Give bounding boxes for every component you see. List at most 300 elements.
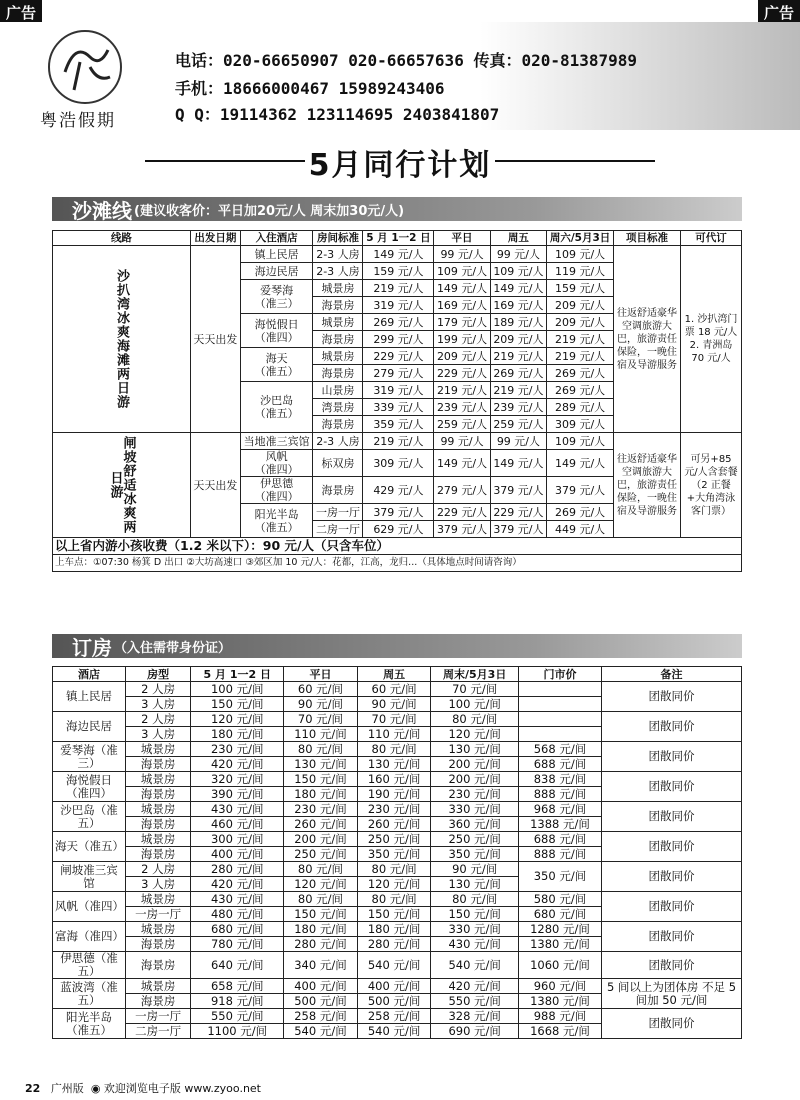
table-cell: 480 元/间 (191, 907, 284, 922)
table-cell: 229 元/人 (363, 348, 434, 365)
table-cell: 149 元/人 (434, 450, 490, 477)
table-cell: 629 元/人 (363, 521, 434, 538)
hotel-name: 闸坡准三宾馆 (53, 862, 126, 892)
table-cell: 279 元/人 (363, 365, 434, 382)
table-cell: 99 元/人 (490, 246, 546, 263)
table-header: 门市价 (518, 667, 601, 682)
table-cell: 229 元/人 (490, 504, 546, 521)
table-cell: 80 元/间 (357, 742, 431, 757)
table-cell: 城景房 (313, 280, 363, 297)
table-cell: 390 元/间 (191, 787, 284, 802)
table-cell: 330 元/间 (431, 802, 519, 817)
table-cell: 269 元/人 (490, 365, 546, 382)
table-cell: 90 元/间 (284, 697, 358, 712)
table-cell: 海景房 (126, 952, 191, 979)
retail-price: 568 元/间 (518, 742, 601, 757)
table-cell: 149 元/人 (490, 450, 546, 477)
table-cell: 229 元/人 (434, 365, 490, 382)
retail-price: 838 元/间 (518, 772, 601, 787)
title-rule-right (495, 160, 655, 162)
table-cell: 160 元/间 (357, 772, 431, 787)
table-cell: 320 元/间 (191, 772, 284, 787)
table-header: 周五 (357, 667, 431, 682)
table-cell: 540 元/间 (284, 1024, 358, 1039)
table-cell: 100 元/间 (191, 682, 284, 697)
table-cell: 120 元/间 (357, 877, 431, 892)
remark: 团散同价 (602, 952, 742, 979)
table-cell: 150 元/间 (191, 697, 284, 712)
table-cell: 二房一厅 (126, 1024, 191, 1039)
table-cell: 99 元/人 (490, 433, 546, 450)
remark: 团散同价 (602, 682, 742, 712)
hotel-name: 海天（准五） (53, 832, 126, 862)
remark: 团散同价 (602, 772, 742, 802)
table-cell: 300 元/间 (191, 832, 284, 847)
retail-price: 680 元/间 (518, 907, 601, 922)
table-cell: 420 元/间 (431, 979, 519, 994)
table-cell: 259 元/人 (434, 416, 490, 433)
table-cell: 80 元/间 (357, 862, 431, 877)
remark: 团散同价 (602, 892, 742, 922)
table-cell: 258 元/间 (357, 1009, 431, 1024)
table-cell: 460 元/间 (191, 817, 284, 832)
table-cell: 680 元/间 (191, 922, 284, 937)
table-cell: 209 元/人 (547, 314, 614, 331)
table-cell: 400 元/间 (284, 979, 358, 994)
table-cell: 80 元/间 (357, 892, 431, 907)
retail-price: 688 元/间 (518, 832, 601, 847)
table-cell: 149 元/人 (490, 280, 546, 297)
retail-price: 1380 元/间 (518, 994, 601, 1009)
table-cell: 330 元/间 (431, 922, 519, 937)
table-header: 周五 (490, 231, 546, 246)
remark: 团散同价 (602, 712, 742, 742)
hotel-name: 伊思德（准五） (53, 952, 126, 979)
table-cell: 209 元/人 (547, 297, 614, 314)
table-cell: 城景房 (126, 802, 191, 817)
table-cell: 289 元/人 (547, 399, 614, 416)
table-cell: 60 元/间 (357, 682, 431, 697)
zyoo-logo-icon: ◉ (90, 1082, 101, 1095)
table-cell: 260 元/间 (357, 817, 431, 832)
table-cell: 780 元/间 (191, 937, 284, 952)
table-cell: 400 元/间 (357, 979, 431, 994)
table-cell: 219 元/人 (547, 348, 614, 365)
header (0, 22, 800, 130)
table-cell: 690 元/间 (431, 1024, 519, 1039)
table-row (53, 922, 742, 937)
table-cell: 130 元/间 (431, 742, 519, 757)
table-cell: 658 元/间 (191, 979, 284, 994)
table-cell: 179 元/人 (434, 314, 490, 331)
table-header: 出发日期 (190, 231, 240, 246)
table-cell: 200 元/间 (284, 832, 358, 847)
table-cell: 429 元/人 (363, 477, 434, 504)
optional-extras: 1. 沙扒湾门票 18 元/人 2. 青洲岛 70 元/人 (681, 246, 742, 433)
booking-banner-title: 订房 (72, 635, 112, 660)
table-cell: 180 元/间 (357, 922, 431, 937)
retail-price: 888 元/间 (518, 847, 601, 862)
table-cell: 379 元/人 (434, 521, 490, 538)
title-row (0, 140, 800, 183)
table-header: 平日 (434, 231, 490, 246)
retail-price (518, 712, 601, 727)
retail-price: 960 元/间 (518, 979, 601, 994)
hotel-name: 风帆（准四） (53, 892, 126, 922)
table-cell: 540 元/间 (357, 1024, 431, 1039)
table-cell: 379 元/人 (547, 477, 614, 504)
table-cell: 400 元/间 (191, 847, 284, 862)
table-cell: 540 元/间 (431, 952, 519, 979)
table-cell: 海景房 (126, 757, 191, 772)
booking-banner-note: （入住需带身份证） (114, 640, 232, 656)
footer-page-number: 22 (25, 1082, 41, 1095)
hotel-name: 沙巴岛（准五） (53, 802, 126, 832)
table-cell: 180 元/间 (284, 787, 358, 802)
beach-banner-note: (建议收客价：平日加20元/人 周末加30元/人) (134, 203, 405, 219)
table-cell: 540 元/间 (357, 952, 431, 979)
table-cell: 海景房 (313, 365, 363, 382)
table-cell: 449 元/人 (547, 521, 614, 538)
table-cell: 269 元/人 (547, 504, 614, 521)
table-header: 可代订 (681, 231, 742, 246)
table-cell: 90 元/间 (431, 862, 519, 877)
table-cell: 城景房 (126, 922, 191, 937)
table-header: 房型 (126, 667, 191, 682)
table-cell: 海景房 (313, 477, 363, 504)
hotel-name: 海天 （准五） (240, 348, 313, 382)
table-cell: 269 元/人 (547, 382, 614, 399)
remark: 团散同价 (602, 742, 742, 772)
retail-price: 1388 元/间 (518, 817, 601, 832)
optional-extras: 可另+85 元/人含套餐（2 正餐+大角湾泳客门票） (681, 433, 742, 538)
table-cell: 239 元/人 (490, 399, 546, 416)
table-cell: 120 元/间 (284, 877, 358, 892)
retail-price: 1280 元/间 (518, 922, 601, 937)
hotel-name: 镇上民居 (53, 682, 126, 712)
table-cell: 180 元/间 (284, 922, 358, 937)
table-cell: 70 元/间 (431, 682, 519, 697)
table-cell: 250 元/间 (284, 847, 358, 862)
table-cell: 70 元/间 (284, 712, 358, 727)
depart-date: 天天出发 (190, 246, 240, 433)
retail-price: 580 元/间 (518, 892, 601, 907)
table-cell: 280 元/间 (357, 937, 431, 952)
table-cell: 280 元/间 (284, 937, 358, 952)
child-fee-note: 以上省内游小孩收费（1.2 米以下）：90 元/人（只含车位） (53, 538, 742, 555)
table-cell: 180 元/间 (191, 727, 284, 742)
remark: 团散同价 (602, 1009, 742, 1039)
route-name: 闸坡舒适冰爽两日游 (53, 433, 191, 538)
retail-price (518, 697, 601, 712)
table-cell: 319 元/人 (363, 297, 434, 314)
table-cell: 169 元/人 (434, 297, 490, 314)
table-cell: 海景房 (126, 817, 191, 832)
table-cell: 2 人房 (126, 862, 191, 877)
table-cell: 219 元/人 (547, 331, 614, 348)
table-cell: 2-3 人房 (313, 246, 363, 263)
table-cell: 109 元/人 (490, 263, 546, 280)
table-row (53, 246, 742, 263)
table-cell: 109 元/人 (434, 263, 490, 280)
contact-phone: 电话：020-66650907 020-66657636 传真：020-81387989 (175, 51, 638, 70)
table-cell: 一房一厅 (126, 1009, 191, 1024)
brand-name: 粤浩假期 (40, 111, 116, 131)
table-cell: 一房一厅 (313, 504, 363, 521)
table-cell: 420 元/间 (191, 757, 284, 772)
table-cell: 269 元/人 (363, 314, 434, 331)
footer (25, 1080, 261, 1096)
table-cell: 120 元/间 (431, 727, 519, 742)
table-cell: 80 元/间 (431, 712, 519, 727)
table-cell: 城景房 (126, 742, 191, 757)
table-cell: 550 元/间 (431, 994, 519, 1009)
table-row (53, 712, 742, 727)
table-cell: 3 人房 (126, 877, 191, 892)
table-cell: 239 元/人 (434, 399, 490, 416)
table-cell: 328 元/间 (431, 1009, 519, 1024)
table-cell: 城景房 (126, 892, 191, 907)
table-cell: 359 元/人 (363, 416, 434, 433)
table-cell: 550 元/间 (191, 1009, 284, 1024)
table-cell: 360 元/间 (431, 817, 519, 832)
hotel-name: 风帆 （准四） (240, 450, 313, 477)
retail-price (518, 682, 601, 697)
table-cell: 标双房 (313, 450, 363, 477)
table-cell: 339 元/人 (363, 399, 434, 416)
beach-table (52, 230, 742, 572)
table-cell: 3 人房 (126, 697, 191, 712)
contact-qq: Q Q：19114362 123114695 2403841807 (175, 105, 500, 124)
table-cell: 110 元/间 (284, 727, 358, 742)
table-cell: 309 元/人 (363, 450, 434, 477)
hotel-name: 伊思德 （准四） (240, 477, 313, 504)
retail-price: 1380 元/间 (518, 937, 601, 952)
table-cell: 110 元/间 (357, 727, 431, 742)
table-cell: 70 元/间 (357, 712, 431, 727)
retail-price: 688 元/间 (518, 757, 601, 772)
table-cell: 309 元/人 (547, 416, 614, 433)
table-cell: 城景房 (313, 348, 363, 365)
table-cell: 90 元/间 (357, 697, 431, 712)
table-cell: 430 元/间 (191, 802, 284, 817)
table-header: 入住酒店 (240, 231, 313, 246)
retail-price: 1060 元/间 (518, 952, 601, 979)
hotel-name: 海悦假日（准四） (53, 772, 126, 802)
remark: 团散同价 (602, 832, 742, 862)
table-cell: 190 元/间 (357, 787, 431, 802)
project-standard: 往返舒适豪华空调旅游大巴，旅游责任保险，一晚住宿及导游服务 (614, 433, 681, 538)
table-cell: 城景房 (126, 772, 191, 787)
remark: 团散同价 (602, 862, 742, 892)
retail-price: 968 元/间 (518, 802, 601, 817)
table-row (53, 1009, 742, 1024)
depart-date: 天天出发 (190, 433, 240, 538)
table-cell: 150 元/间 (431, 907, 519, 922)
retail-price: 988 元/间 (518, 1009, 601, 1024)
table-cell: 219 元/人 (434, 382, 490, 399)
table-cell: 130 元/间 (284, 757, 358, 772)
table-cell: 430 元/间 (191, 892, 284, 907)
table-cell: 2-3 人房 (313, 433, 363, 450)
table-cell: 海景房 (313, 331, 363, 348)
table-cell: 230 元/间 (191, 742, 284, 757)
table-cell: 199 元/人 (434, 331, 490, 348)
table-cell: 500 元/间 (284, 994, 358, 1009)
table-cell: 1100 元/间 (191, 1024, 284, 1039)
table-cell: 219 元/人 (490, 382, 546, 399)
contact-mobile: 手机：18666000467 15989243406 (175, 79, 445, 98)
table-cell: 海景房 (313, 297, 363, 314)
table-row (53, 862, 742, 877)
table-cell: 3 人房 (126, 727, 191, 742)
ad-tag-left: 广告 (0, 0, 42, 25)
table-cell: 130 元/间 (431, 877, 519, 892)
table-cell: 230 元/间 (284, 802, 358, 817)
table-cell: 2 人房 (126, 712, 191, 727)
table-cell: 99 元/人 (434, 433, 490, 450)
table-row (53, 979, 742, 994)
table-header: 5 月 1一2 日 (191, 667, 284, 682)
booking-table (52, 666, 742, 1039)
table-cell: 260 元/间 (284, 817, 358, 832)
table-cell: 299 元/人 (363, 331, 434, 348)
table-cell: 150 元/间 (284, 772, 358, 787)
table-cell: 229 元/人 (434, 504, 490, 521)
retail-price (518, 727, 601, 742)
table-header: 周六/5月3日 (547, 231, 614, 246)
table-cell: 200 元/间 (431, 757, 519, 772)
project-standard: 往返舒适豪华空调旅游大巴，旅游责任保险，一晚住宿及导游服务 (614, 246, 681, 433)
table-cell: 海景房 (313, 416, 363, 433)
table-cell: 209 元/人 (434, 348, 490, 365)
remark: 5 间以上为团体房 不足 5 间加 50 元/间 (602, 979, 742, 1009)
table-cell: 500 元/间 (357, 994, 431, 1009)
booking-banner (52, 634, 742, 658)
table-header: 5 月 1一2 日 (363, 231, 434, 246)
table-cell: 209 元/人 (490, 331, 546, 348)
table-cell: 280 元/间 (191, 862, 284, 877)
table-cell: 80 元/间 (284, 892, 358, 907)
table-cell: 379 元/人 (490, 521, 546, 538)
remark: 团散同价 (602, 922, 742, 952)
table-cell: 219 元/人 (490, 348, 546, 365)
hotel-name: 镇上民居 (240, 246, 313, 263)
retail-price: 350 元/间 (518, 862, 601, 892)
table-cell: 259 元/人 (490, 416, 546, 433)
table-cell: 109 元/人 (547, 246, 614, 263)
table-row (53, 772, 742, 787)
table-cell: 99 元/人 (434, 246, 490, 263)
table-cell: 海景房 (126, 994, 191, 1009)
hotel-name: 海边民居 (240, 263, 313, 280)
table-cell: 219 元/人 (363, 433, 434, 450)
table-cell: 海景房 (126, 787, 191, 802)
hotel-name: 爱琴海（准三） (53, 742, 126, 772)
table-cell: 250 元/间 (357, 832, 431, 847)
table-cell: 279 元/人 (434, 477, 490, 504)
beach-banner (52, 197, 742, 221)
table-cell: 918 元/间 (191, 994, 284, 1009)
table-cell: 城景房 (126, 832, 191, 847)
table-cell: 230 元/间 (431, 787, 519, 802)
table-cell: 350 元/间 (357, 847, 431, 862)
table-row (53, 952, 742, 979)
table-header: 平日 (284, 667, 358, 682)
table-cell: 340 元/间 (284, 952, 358, 979)
table-cell: 100 元/间 (431, 697, 519, 712)
table-cell: 2-3 人房 (313, 263, 363, 280)
table-row (53, 742, 742, 757)
table-cell: 230 元/间 (357, 802, 431, 817)
table-cell: 海景房 (126, 847, 191, 862)
table-cell: 山景房 (313, 382, 363, 399)
retail-price: 888 元/间 (518, 787, 601, 802)
table-cell: 海景房 (126, 937, 191, 952)
table-cell: 258 元/间 (284, 1009, 358, 1024)
table-header: 项目标准 (614, 231, 681, 246)
table-header: 备注 (602, 667, 742, 682)
hotel-name: 沙巴岛 （准五） (240, 382, 313, 433)
pickup-note: 上车点：①07:30 杨箕 D 出口 ②大坊高速口 ③郊区加 10 元/人：花都，江高，龙归...（具体地点时间请咨询） (53, 555, 742, 572)
table-cell: 379 元/人 (363, 504, 434, 521)
table-row (53, 832, 742, 847)
hotel-name: 阳光半岛（准五） (53, 1009, 126, 1039)
table-header: 周末/5月3日 (431, 667, 519, 682)
table-cell: 2 人房 (126, 682, 191, 697)
table-cell: 109 元/人 (547, 433, 614, 450)
footer-site[interactable]: 欢迎浏览电子版 www.zyoo.net (103, 1082, 261, 1095)
table-cell: 430 元/间 (431, 937, 519, 952)
table-cell: 120 元/间 (191, 712, 284, 727)
table-cell: 159 元/人 (363, 263, 434, 280)
table-cell: 219 元/人 (363, 280, 434, 297)
table-cell: 169 元/人 (490, 297, 546, 314)
table-cell: 城景房 (313, 314, 363, 331)
table-cell: 二房一厅 (313, 521, 363, 538)
hotel-name: 富海（准四） (53, 922, 126, 952)
table-header: 房间标准 (313, 231, 363, 246)
table-cell: 60 元/间 (284, 682, 358, 697)
remark: 团散同价 (602, 802, 742, 832)
table-cell: 350 元/间 (431, 847, 519, 862)
retail-price: 1668 元/间 (518, 1024, 601, 1039)
table-cell: 149 元/人 (363, 246, 434, 263)
table-header: 酒店 (53, 667, 126, 682)
brand-logo-icon (48, 30, 122, 104)
table-cell: 80 元/间 (284, 742, 358, 757)
table-cell: 379 元/人 (490, 477, 546, 504)
hotel-name: 蓝波湾（准五） (53, 979, 126, 1009)
table-cell: 149 元/人 (434, 280, 490, 297)
table-cell: 640 元/间 (191, 952, 284, 979)
page-title: 5月同行计划 (308, 148, 492, 183)
hotel-name: 阳光半岛 （准五） (240, 504, 313, 538)
table-cell: 159 元/人 (547, 280, 614, 297)
route-name: 沙扒湾冰爽海滩两日游 (53, 246, 191, 433)
table-row (53, 892, 742, 907)
table-cell: 420 元/间 (191, 877, 284, 892)
hotel-name: 爱琴海 （准三） (240, 280, 313, 314)
beach-banner-title: 沙滩线 (72, 198, 132, 223)
table-cell: 119 元/人 (547, 263, 614, 280)
table-cell: 150 元/间 (357, 907, 431, 922)
table-cell: 250 元/间 (431, 832, 519, 847)
table-header: 线路 (53, 231, 191, 246)
table-cell: 城景房 (126, 979, 191, 994)
table-cell: 130 元/间 (357, 757, 431, 772)
table-cell: 189 元/人 (490, 314, 546, 331)
